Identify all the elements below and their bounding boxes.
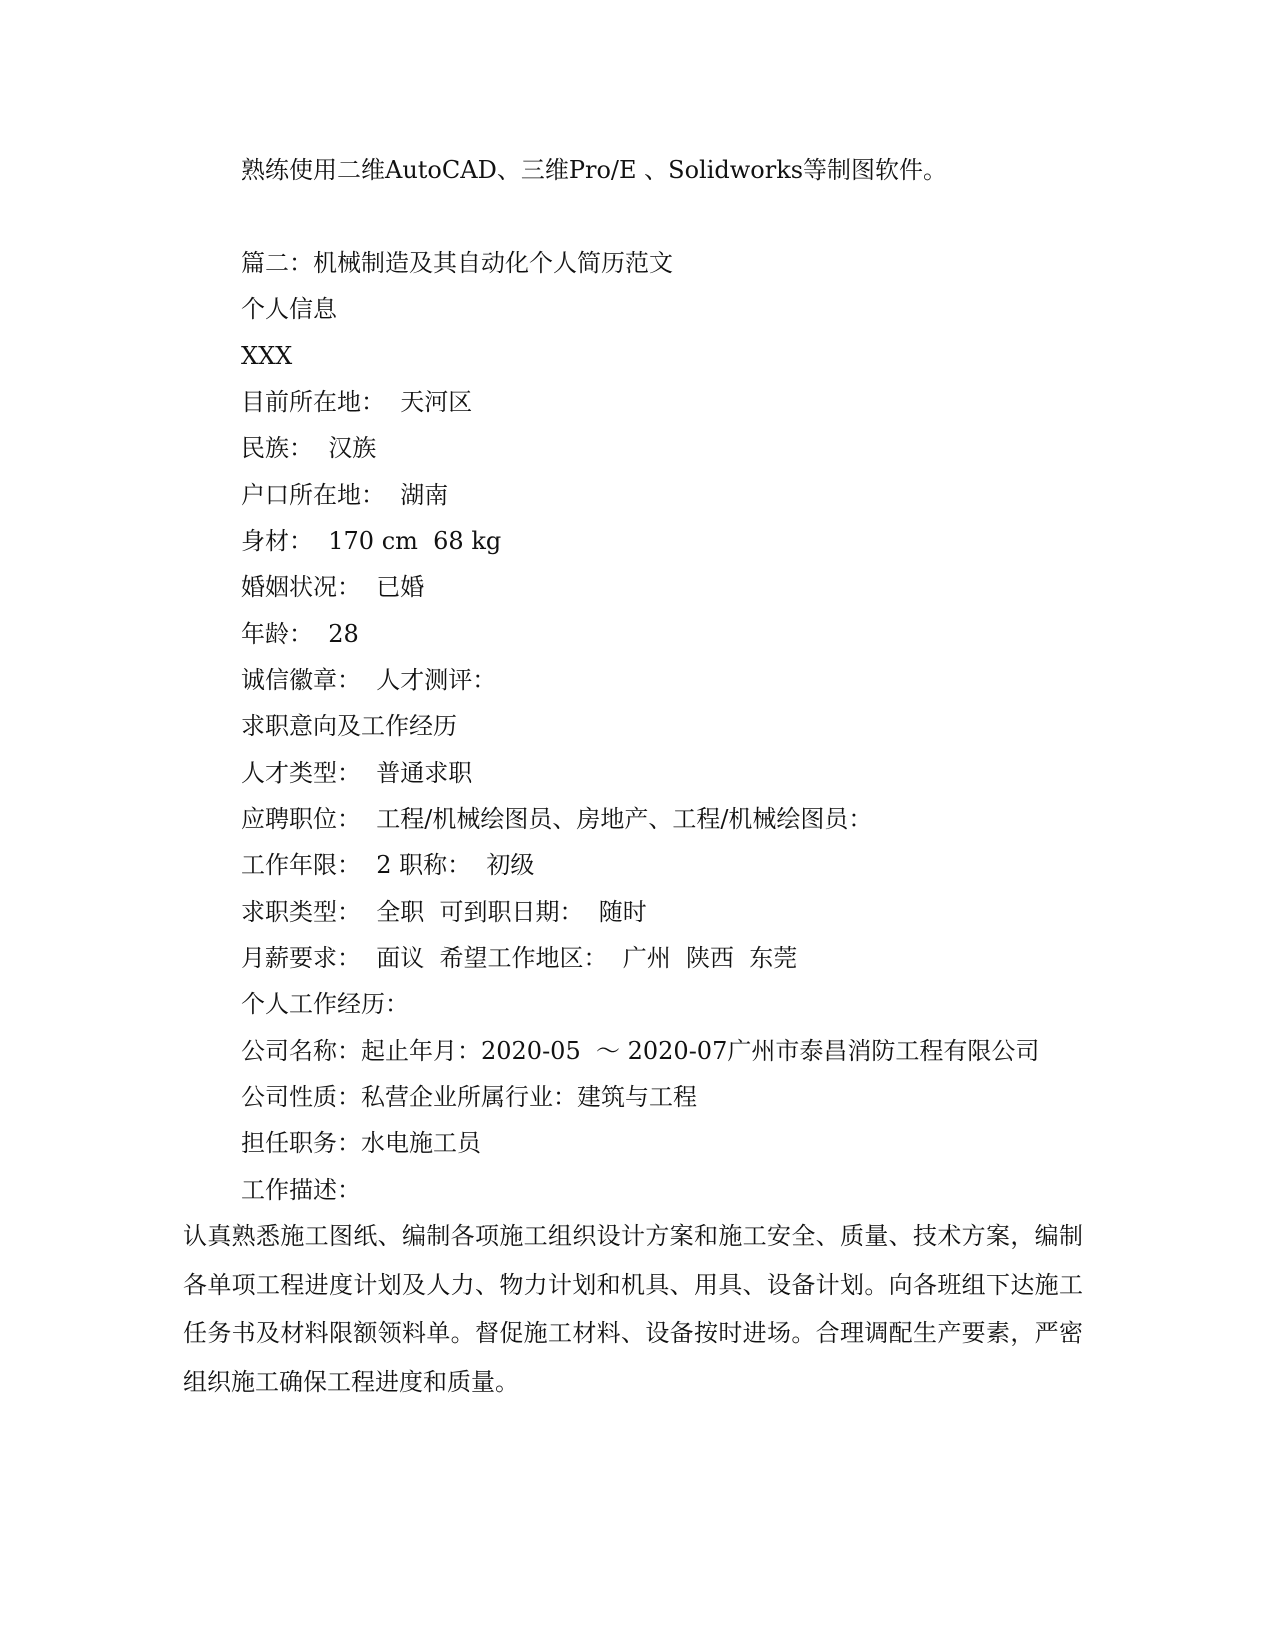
name-line: XXX: [241, 342, 293, 370]
work-history-heading: 个人工作经历：: [241, 990, 409, 1018]
talent-type-line: 人才类型： 普通求职: [241, 759, 473, 787]
job-title-line: 担任职务：水电施工员: [241, 1129, 481, 1157]
company-line: 公司名称：起止年月：2020-05 ～ 2020-07广州市泰昌消防工程有限公司: [241, 1037, 1040, 1065]
position-line: 应聘职位： 工程/机械绘图员、房地产、工程/机械绘图员：: [241, 805, 873, 833]
personal-info-heading: 个人信息: [241, 295, 337, 323]
credit-badge-line: 诚信徽章： 人才测评：: [241, 666, 497, 694]
salary-line: 月薪要求： 面议 希望工作地区： 广州 陕西 东莞: [241, 944, 798, 972]
job-desc-heading: 工作描述：: [241, 1176, 361, 1204]
work-years-line: 工作年限： 2 职称： 初级: [241, 851, 535, 879]
intention-heading: 求职意向及工作经历: [241, 712, 457, 740]
job-type-line: 求职类型： 全职 可到职日期： 随时: [241, 898, 647, 926]
company-nature-line: 公司性质：私营企业所属行业：建筑与工程: [241, 1083, 697, 1111]
marital-status-line: 婚姻状况： 已婚: [241, 573, 425, 601]
age-line: 年龄： 28: [241, 620, 359, 648]
intro-line: 熟练使用二维AutoCAD、三维Pro/E 、Solidworks等制图软件。: [241, 156, 948, 184]
section-title: 篇二：机械制造及其自动化个人简历范文: [241, 249, 673, 277]
hukou-line: 户口所在地： 湖南: [241, 481, 449, 509]
body-size-line: 身材： 170 cm 68 kg: [241, 527, 502, 555]
ethnicity-line: 民族： 汉族: [241, 434, 377, 462]
location-line: 目前所在地： 天河区: [241, 388, 473, 416]
job-desc-paragraph: 认真熟悉施工图纸、编制各项施工组织设计方案和施工安全、质量、技术方案，编制各单项工程进度计划及人力、物力计划和机具、用具、设备计划。向各班组下达施工任务书及材料限额领料单。督促施工材料、设备按时进场。合理调配生产要素，严密组织施工确保工程进度和质量。: [183, 1222, 1083, 1396]
